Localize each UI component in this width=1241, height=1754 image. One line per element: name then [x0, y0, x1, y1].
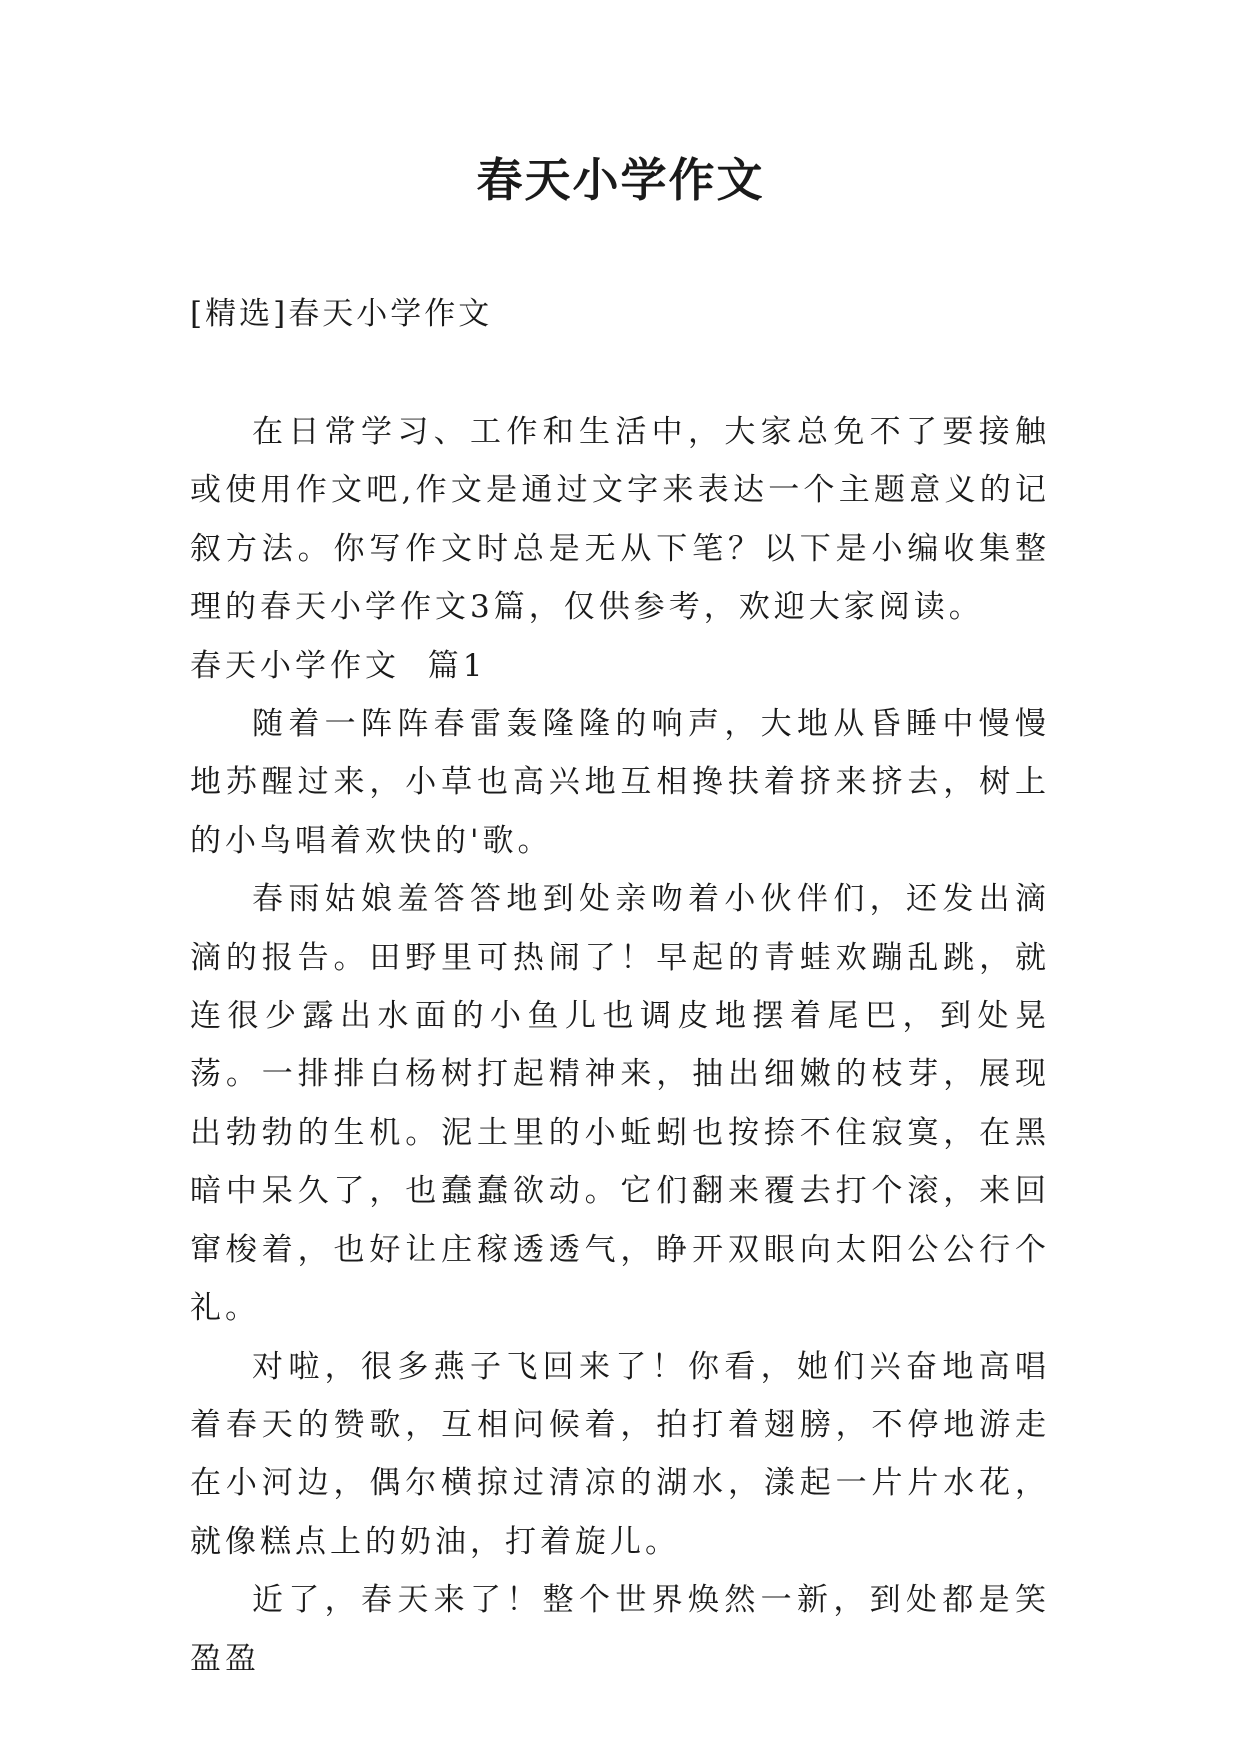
document-subtitle: [精选]春天小学作文 [190, 296, 493, 332]
document-body [190, 403, 1050, 1688]
body-paragraph: 随着一阵阵春雷轰隆隆的响声，大地从昏睡中慢慢地苏醒过来，小草也高兴地互相搀扶着挤来挤去，树上的小鸟唱着欢快的'歌。 [190, 706, 1050, 859]
section-heading: 春天小学作文 篇1 [190, 647, 487, 684]
intro-paragraph: 在日常学习、工作和生活中，大家总免不了要接触或使用作文吧,作文是通过文字来表达一个主题意义的记叙方法。你写作文时总是无从下笔？以下是小编收集整理的春天小学作文3篇，仅供参考，欢迎大家阅读。 [190, 414, 1050, 626]
document-title: 春天小学作文 [476, 153, 765, 207]
body-paragraph: 春雨姑娘羞答答地到处亲吻着小伙伴们，还发出滴滴的报告。田野里可热闹了！早起的青蛙欢蹦乱跳，就连很少露出水面的小鱼儿也调皮地摆着尾巴，到处晃荡。一排排白杨树打起精神来，抽出细嫩的枝芽，展现出勃勃的生机。泥土里的小蚯蚓也按捺不住寂寞，在黑暗中呆久了，也蠢蠢欲动。它们翻来覆去打个滚，来回窜梭着，也好让庄稼透透气，睁开双眼向太阳公公行个礼。 [190, 881, 1050, 1327]
body-paragraph: 近了，春天来了！整个世界焕然一新，到处都是笑盈盈 [190, 1582, 1050, 1677]
body-paragraph: 对啦，很多燕子飞回来了！你看，她们兴奋地高唱着春天的赞歌，互相问候着，拍打着翅膀，不停地游走在小河边，偶尔横掠过清凉的湖水，漾起一片片水花，就像糕点上的奶油，打着旋儿。 [190, 1348, 1050, 1560]
